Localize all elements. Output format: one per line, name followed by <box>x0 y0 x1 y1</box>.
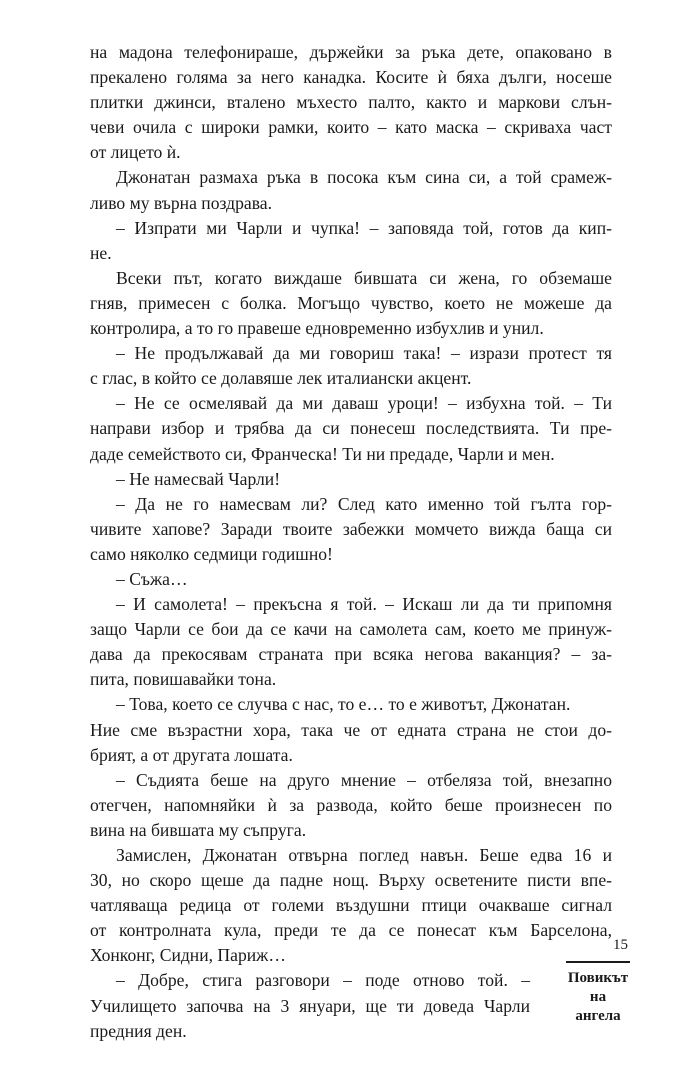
text-line: на мадона телефонираше, държейки за ръка дете, опаковано в <box>90 42 612 62</box>
text-line: 30, но скоро щеше да падне нощ. Върху осветените писти впе- <box>90 870 612 891</box>
text-line: прекалено голяма за него канадка. Косите ѝ бяха дълги, носеше <box>90 67 612 88</box>
running-title-line-2: на ангела <box>575 989 621 1024</box>
text-line: даде семейството си, Франческа! Ти ни предаде, Чарли и мен. <box>90 443 555 464</box>
text-line: чатляваща редица от големи въздушни птици очакваше сигнал <box>90 895 612 916</box>
text-line: – И самолета! – прекъсна я той. – Искаш ли да ти припомня <box>116 594 612 615</box>
text-line: ливо му върна поздрава. <box>90 192 272 213</box>
text-line: от контролната кула, преди те да се понесат към Барселона, <box>90 920 612 941</box>
text-line: Хонконг, Сидни, Париж… <box>90 945 286 966</box>
text-line: – Изпрати ми Чарли и чупка! – заповяда той, готов да кип- <box>116 217 612 238</box>
text-line: чеви очила с широки рамки, които – като маска – скриваха част <box>90 117 612 138</box>
folio-rule <box>566 961 630 963</box>
page-number: 15 <box>613 937 628 953</box>
text-line: – Това, което се случва с нас, то е… то е животът, Джонатан. <box>116 694 571 715</box>
text-line: – Добре, стига разговори – поде отново той. – <box>116 970 530 991</box>
text-line: – Съдията беше на друго мнение – отбеляза той, внезапно <box>116 769 612 790</box>
text-line: само няколко седмици годишно! <box>90 543 333 564</box>
text-line: вина на бившата му съпруга. <box>90 819 307 840</box>
text-line: Училището започва на 3 януари, ще ти доведа Чарли <box>90 995 530 1016</box>
text-line: гняв, примесен с болка. Могъщо чувство, което не можеше да <box>90 292 612 313</box>
text-line: – Не се осмелявай да ми даваш уроци! – избухна той. – Ти <box>116 393 612 414</box>
text-line: Джонатан размаха ръка в посока към сина си, а той срамеж- <box>116 167 612 188</box>
body-text <box>90 40 612 1044</box>
running-title-line-1: Повикът <box>567 970 629 986</box>
text-line: направи избор и трябва да си понесеш последствията. Ти пре- <box>90 418 612 439</box>
text-line: – Да не го намесвам ли? След като именно той гълта гор- <box>116 493 612 514</box>
text-line: контролира, а то го правеше едновременно избухлив и унил. <box>90 318 544 339</box>
text-line: Всеки път, когато виждаше бившата си жена, го обземаше <box>116 267 612 288</box>
text-line: защо Чарли се бои да се качи на самолета сам, което ме принуж- <box>90 619 612 640</box>
text-line: – Съжа… <box>116 568 188 589</box>
text-line: Ние сме възрастни хора, така че от едната страна не стои до- <box>90 719 612 740</box>
text-line: отегчен, напомняйки ѝ за развода, който беше произнесен по <box>90 794 612 815</box>
text-line: Замислен, Джонатан отвърна поглед навън. Беше едва 16 и <box>116 845 612 865</box>
text-line: не. <box>90 242 112 263</box>
text-line: пита, повишавайки тона. <box>90 669 277 690</box>
text-line: предния ден. <box>90 1020 187 1041</box>
text-line: – Не продължавай да ми говориш така! – изрази протест тя <box>116 343 612 364</box>
text-line: с глас, в който се долавяше лек италиански акцент. <box>90 368 472 389</box>
text-line: плитки джинси, вталено мъхесто палто, както и маркови слън- <box>90 92 612 113</box>
text-line: – Не намесвай Чарли! <box>116 468 281 489</box>
text-line: от лицето ѝ. <box>90 142 181 163</box>
folio <box>566 936 630 1026</box>
text-line: дава да прекосявам страната при всяка негова ваканция? – за- <box>90 644 612 665</box>
text-line: чивите хапове? Заради твоите забежки момчето вижда баща си <box>90 518 612 539</box>
text-line: брият, а от другата лошата. <box>90 744 293 765</box>
